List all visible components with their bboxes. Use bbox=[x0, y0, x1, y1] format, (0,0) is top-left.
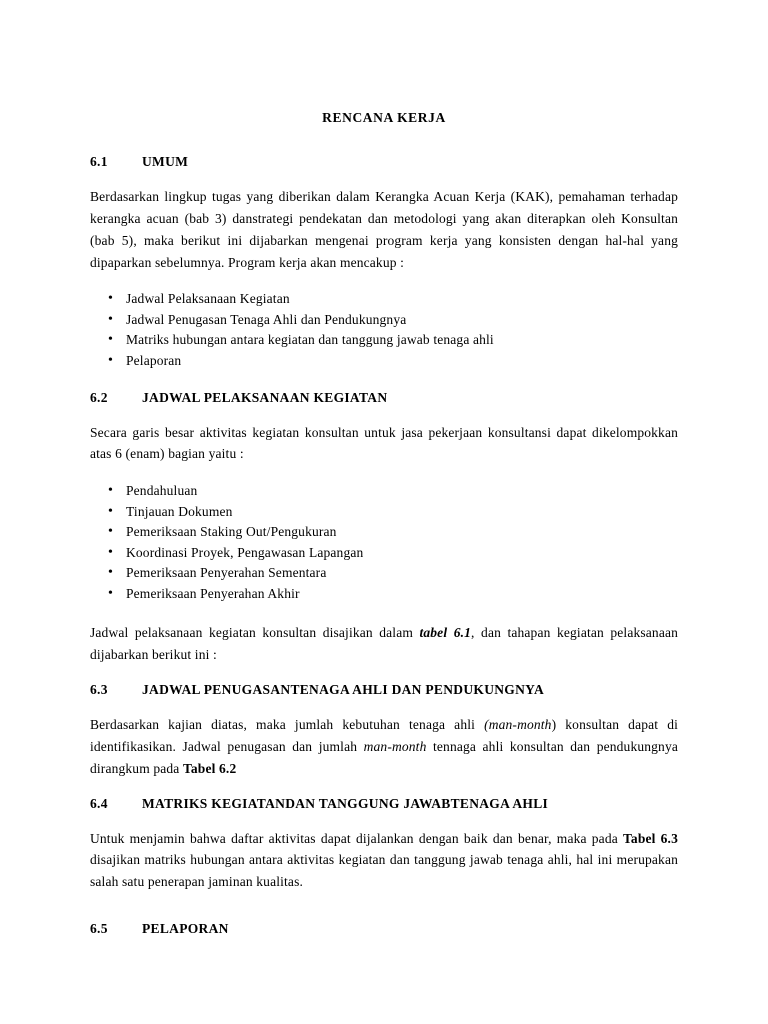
list-item: • Tinjauan Dokumen bbox=[124, 502, 678, 523]
section-number-6-1: 6.1 bbox=[90, 154, 108, 169]
section-title-6-3: JADWAL PENUGASANTENAGA AHLI DAN PENDUKUNGNYA bbox=[142, 682, 544, 698]
section-title-6-1: UMUM bbox=[142, 154, 189, 169]
section-bullets-6-1 bbox=[90, 289, 678, 371]
list-item: • Koordinasi Proyek, Pengawasan Lapangan bbox=[124, 543, 678, 564]
page-title: RENCANA KERJA bbox=[322, 110, 446, 125]
section-paragraph-6-3 bbox=[90, 714, 678, 780]
list-item: • Pelaporan bbox=[124, 351, 678, 372]
section-closing-6-2 bbox=[90, 622, 678, 666]
section-heading-6-3 bbox=[90, 682, 678, 698]
closing-text-after: , dan tahapan kegiatan pelaksanaan dijabarkan berikut ini : bbox=[90, 625, 678, 663]
section-number-6-5: 6.5 bbox=[90, 921, 108, 937]
section-heading-6-5 bbox=[90, 921, 678, 937]
list-item: • Jadwal Penugasan Tenaga Ahli dan Pendukungnya bbox=[124, 310, 678, 331]
section-number-6-2: 6.2 bbox=[90, 389, 108, 405]
section-number-6-4: 6.4 bbox=[90, 795, 108, 811]
section-bullets-6-2 bbox=[90, 481, 678, 604]
section-heading-6-2 bbox=[90, 390, 678, 406]
section-number-6-3: 6.3 bbox=[90, 682, 108, 698]
paragraph-text-part2: ) konsultan dapat di identifikasikan. Jadwal penugasan dan jumlah bbox=[90, 717, 678, 754]
italic-term-man-month-2: man-month bbox=[363, 738, 427, 754]
list-item: • Jadwal Pelaksanaan Kegiatan bbox=[124, 289, 678, 310]
section-paragraph-6-1: Berdasarkan lingkup tugas yang diberikan dalam Kerangka Acuan Kerja (KAK), pemahaman terhadap kerangka acuan (bab 3) danstrategi pendekatan dan metodologi yang akan diterapkan oleh Konsultan (bab 5), maka berikut ini dijabarkan mengenai program kerja yang konsisten dengan hal-hal yang dipaparkan sebelumnya. Program kerja akan mencakup : bbox=[90, 189, 678, 270]
closing-text-before: Jadwal pelaksanaan kegiatan konsultan disajikan dalam bbox=[90, 625, 420, 641]
paragraph-text-part2: disajikan matriks hubungan antara aktivitas kegiatan dan tanggung jawab tenaga ahli, hal ini merupakan salah satu penerapan jaminan kualitas. bbox=[90, 852, 678, 890]
section-heading-6-1 bbox=[90, 154, 678, 170]
section-heading-6-4 bbox=[90, 796, 678, 812]
section-paragraph-6-4 bbox=[90, 828, 678, 894]
table-reference-6-2: Tabel 6.2 bbox=[182, 760, 237, 776]
list-item: • Matriks hubungan antara kegiatan dan tanggung jawab tenaga ahli bbox=[124, 330, 678, 351]
section-title-6-5: PELAPORAN bbox=[142, 921, 229, 937]
section-paragraph-6-2: Secara garis besar aktivitas kegiatan konsultan untuk jasa pekerjaan konsultansi dapat dikelompokkan atas 6 (enam) bagian yaitu : bbox=[90, 424, 678, 462]
table-reference-6-3: Tabel 6.3 bbox=[623, 830, 678, 846]
paragraph-text-part1: Berdasarkan kajian diatas, maka jumlah kebutuhan tenaga ahli bbox=[90, 717, 485, 733]
paragraph-text-part1: Untuk menjamin bahwa daftar aktivitas dapat dijalankan dengan baik dan benar, maka pada bbox=[90, 830, 623, 846]
section-title-6-2: JADWAL PELAKSANAAN KEGIATAN bbox=[142, 389, 388, 405]
table-reference-6-1: tabel 6.1 bbox=[419, 625, 472, 641]
section-title-6-4: MATRIKS KEGIATANDAN TANGGUNG JAWABTENAGA AHLI bbox=[142, 795, 549, 811]
list-item: • Pemeriksaan Penyerahan Sementara bbox=[124, 563, 678, 584]
list-item: • Pemeriksaan Penyerahan Akhir bbox=[124, 584, 678, 605]
list-item: • Pemeriksaan Staking Out/Pengukuran bbox=[124, 522, 678, 543]
list-item: • Pendahuluan bbox=[124, 481, 678, 502]
italic-term-man-month-1: (man-month bbox=[484, 717, 552, 733]
paragraph-text-part3: tennaga ahli konsultan dan pendukungnya dirangkum pada bbox=[90, 738, 678, 776]
